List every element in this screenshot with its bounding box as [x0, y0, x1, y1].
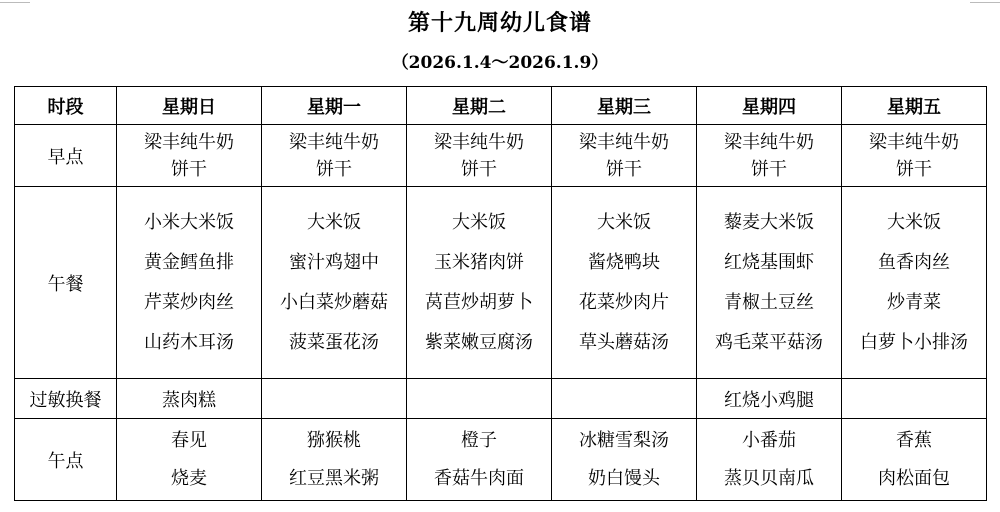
menu-item: 奶白馒头	[588, 467, 660, 489]
menu-item: 小白菜炒蘑菇	[280, 291, 388, 313]
menu-item: 草头蘑菇汤	[579, 331, 669, 353]
menu-item: 大米饭	[307, 211, 361, 233]
breakfast-cell	[842, 125, 987, 187]
menu-item: 蒸贝贝南瓜	[724, 467, 814, 489]
menu-item: 玉米猪肉饼	[434, 251, 524, 273]
allergy-cell	[552, 379, 697, 419]
menu-item: 梁丰纯牛奶	[579, 131, 669, 153]
menu-item: 春见	[171, 429, 207, 451]
lunch-label: 午餐	[15, 187, 117, 379]
lunch-cell	[552, 187, 697, 379]
day-header: 星期四	[697, 87, 842, 125]
breakfast-cell	[697, 125, 842, 187]
day-header: 星期日	[117, 87, 262, 125]
breakfast-cell	[407, 125, 552, 187]
menu-item: 肉松面包	[878, 467, 950, 489]
menu-item: 花菜炒肉片	[579, 291, 669, 313]
menu-item: 橙子	[461, 429, 497, 451]
corner-mark-left	[0, 2, 30, 3]
date-range: （2026.1.4～2026.1.9）	[391, 53, 609, 73]
allergy-cell	[407, 379, 552, 419]
snack-row	[15, 419, 987, 501]
menu-item: 白萝卜小排汤	[860, 331, 968, 353]
menu-item: 青椒土豆丝	[724, 291, 814, 313]
menu-item: 山药木耳汤	[144, 331, 234, 353]
allergy-cell	[842, 379, 987, 419]
lunch-cell	[842, 187, 987, 379]
snack-cell	[117, 419, 262, 501]
day-header: 星期三	[552, 87, 697, 125]
menu-item: 小米大米饭	[144, 211, 234, 233]
menu-item: 梁丰纯牛奶	[724, 131, 814, 153]
menu-item: 饼干	[896, 158, 932, 180]
menu-item: 大米饭	[597, 211, 651, 233]
snack-label: 午点	[15, 419, 117, 501]
corner-mark-right	[970, 2, 1000, 3]
allergy-cell: 蒸肉糕	[117, 379, 262, 419]
lunch-cell	[697, 187, 842, 379]
lunch-row	[15, 187, 987, 379]
breakfast-label: 早点	[15, 125, 117, 187]
snack-cell	[407, 419, 552, 501]
menu-item: 猕猴桃	[307, 429, 361, 451]
menu-item: 香蕉	[896, 429, 932, 451]
lunch-cell	[262, 187, 407, 379]
breakfast-row	[15, 125, 987, 187]
breakfast-cell	[117, 125, 262, 187]
menu-item: 梁丰纯牛奶	[289, 131, 379, 153]
menu-item: 梁丰纯牛奶	[869, 131, 959, 153]
menu-item: 菠菜蛋花汤	[289, 331, 379, 353]
menu-item: 大米饭	[452, 211, 506, 233]
menu-item: 烧麦	[171, 467, 207, 489]
menu-item: 梁丰纯牛奶	[144, 131, 234, 153]
allergy-row	[15, 379, 987, 419]
day-header: 星期五	[842, 87, 987, 125]
menu-item: 藜麦大米饭	[724, 211, 814, 233]
allergy-cell	[262, 379, 407, 419]
menu-item: 鸡毛菜平菇汤	[715, 331, 823, 353]
menu-item: 红豆黑米粥	[289, 467, 379, 489]
menu-item: 蜜汁鸡翅中	[289, 251, 379, 273]
period-header: 时段	[15, 87, 117, 125]
lunch-cell	[407, 187, 552, 379]
menu-item: 冰糖雪梨汤	[579, 429, 669, 451]
menu-item: 香菇牛肉面	[434, 467, 524, 489]
menu-item: 黄金鳕鱼排	[144, 251, 234, 273]
day-header: 星期二	[407, 87, 552, 125]
snack-cell	[697, 419, 842, 501]
menu-item: 红烧基围虾	[724, 251, 814, 273]
menu-item: 梁丰纯牛奶	[434, 131, 524, 153]
snack-cell	[262, 419, 407, 501]
menu-item: 饼干	[461, 158, 497, 180]
header-row	[15, 87, 987, 125]
menu-item: 大米饭	[887, 211, 941, 233]
page-title: 第十九周幼儿食谱	[407, 10, 592, 36]
breakfast-cell	[262, 125, 407, 187]
menu-item: 炒青菜	[887, 291, 941, 313]
menu-item: 饼干	[751, 158, 787, 180]
menu-item: 紫菜嫩豆腐汤	[425, 331, 533, 353]
allergy-cell: 红烧小鸡腿	[697, 379, 842, 419]
menu-item: 饼干	[171, 158, 207, 180]
snack-cell	[842, 419, 987, 501]
menu-item: 莴苣炒胡萝卜	[425, 291, 533, 313]
snack-cell	[552, 419, 697, 501]
allergy-label: 过敏换餐	[15, 379, 117, 419]
breakfast-cell	[552, 125, 697, 187]
menu-item: 小番茄	[742, 429, 796, 451]
menu-item: 芹菜炒肉丝	[144, 291, 234, 313]
menu-item: 饼干	[606, 158, 642, 180]
menu-item: 鱼香肉丝	[878, 251, 950, 273]
menu-table	[14, 86, 987, 501]
lunch-cell	[117, 187, 262, 379]
menu-item: 饼干	[316, 158, 352, 180]
day-header: 星期一	[262, 87, 407, 125]
menu-item: 酱烧鸭块	[588, 251, 660, 273]
